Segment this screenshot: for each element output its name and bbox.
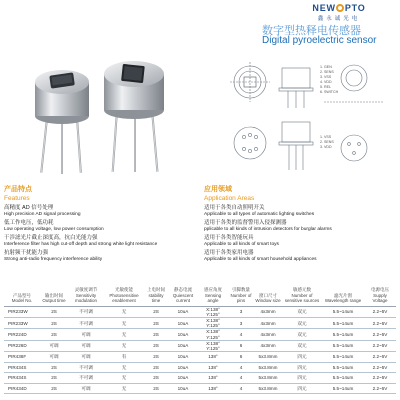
cell-sens: 不可调 <box>68 373 104 384</box>
areas-heading <box>204 184 254 202</box>
cell-cur: 10uA <box>168 329 198 340</box>
cell-src: 双元 <box>282 306 322 317</box>
cell-win: 4x3mm <box>254 306 282 317</box>
cell-wave: 5.5~14um <box>322 340 364 351</box>
pin-label: 3. VDD <box>320 145 332 149</box>
area-cn: 适用于各类的监督警用入侵探测器 <box>204 220 287 226</box>
area-en: Applicable to all types of automatic lighting switches <box>204 212 315 217</box>
cell-src: 四元 <box>282 362 322 373</box>
cell-wave: 5.5~14um <box>322 362 364 373</box>
column-header-cn: 输出时间 <box>45 292 63 298</box>
features-heading-cn: 产品特点 <box>4 186 32 193</box>
pin-label: 2. SENS <box>320 140 334 144</box>
column-header-cn: 感应角度 <box>204 287 222 292</box>
cell-volt: 2.2~5V <box>364 317 396 328</box>
area-en: pplicable to all kinds of intrusion detectors for burglar alarms <box>204 227 332 232</box>
cell-pins: 3 <box>228 317 254 328</box>
column-header <box>228 275 254 306</box>
list-item <box>4 235 204 250</box>
angle-value: X:138° <box>206 317 220 323</box>
column-header-en: Window size <box>255 298 281 303</box>
cell-sens: 可调 <box>68 329 104 340</box>
column-header-cn: 引脚数量 <box>232 287 250 292</box>
brand-logo <box>300 3 378 22</box>
list-item <box>204 220 396 235</box>
cell-out: 2S <box>40 317 68 328</box>
product-photo <box>10 30 210 175</box>
brand-name-cn: 鑫永诚光电 <box>317 16 361 22</box>
feature-cn: 低工作电压，低功耗 <box>4 220 54 226</box>
features-heading-en: Features <box>4 194 30 202</box>
cell-sens: 不可调 <box>68 362 104 373</box>
sensor-right <box>104 61 164 172</box>
column-header-cn: 静态电流 <box>174 287 192 292</box>
cell-photo: 无 <box>104 317 144 328</box>
cell-stab: 2S <box>144 373 168 384</box>
cell-photo: 无 <box>104 383 144 394</box>
cell-angle <box>198 373 228 384</box>
cell-sens: 可调 <box>68 352 104 363</box>
cell-volt: 2.2~5V <box>364 306 396 317</box>
cell-sens: 可调 <box>68 383 104 394</box>
list-item <box>4 205 204 220</box>
cell-angle <box>198 317 228 328</box>
sensor-left <box>35 70 89 174</box>
cell-stab: 2S <box>144 352 168 363</box>
column-header <box>282 275 322 306</box>
feature-en: Low operating voltage, low power consumption <box>4 227 104 232</box>
cell-pins: 4 <box>228 383 254 394</box>
cell-src: 四元 <box>282 383 322 394</box>
column-header-cn: 窗口尺寸 <box>259 292 277 298</box>
angle-value: X:138° <box>206 329 220 335</box>
spec-table-header <box>4 275 396 306</box>
list-item <box>204 235 396 250</box>
angle-value: 138° <box>208 375 218 381</box>
angle-value: 138° <box>208 364 218 370</box>
cell-src: 四元 <box>282 373 322 384</box>
cell-angle <box>198 352 228 363</box>
angle-value: Y:125° <box>206 311 220 317</box>
page-title-cn: 数字型热释电传感器 <box>262 25 361 37</box>
cell-win: 5x3.8mm <box>254 352 282 363</box>
feature-en: Strong anti-radio frequency interference ability <box>4 257 103 262</box>
column-header-en: Output time <box>42 298 66 303</box>
cell-volt: 2.2~5V <box>364 373 396 384</box>
area-cn: 适用于各类家用电器 <box>204 250 254 256</box>
column-header-cn: 滤光片窗 <box>334 292 352 298</box>
cell-stab: 2S <box>144 340 168 351</box>
column-header <box>322 275 364 306</box>
cell-wave: 5.5~14um <box>322 383 364 394</box>
angle-value: 138° <box>208 385 218 391</box>
cell-stab: 2S <box>144 317 168 328</box>
logo-o-icon <box>336 4 344 12</box>
angle-value: X:138° <box>206 340 220 346</box>
cell-pins: 4 <box>228 362 254 373</box>
cell-stab: 2S <box>144 306 168 317</box>
area-cn: 适用于各类智能玩具 <box>204 235 254 241</box>
column-header-en: Quiescent current <box>172 292 194 303</box>
cell-cur: 10uA <box>168 362 198 373</box>
table-row <box>4 362 396 373</box>
cell-win: 4x3mm <box>254 340 282 351</box>
cell-stab: 2S <box>144 383 168 394</box>
cell-win: 4x3mm <box>254 317 282 328</box>
cell-out: 2S <box>40 306 68 317</box>
cell-volt: 2.2~5V <box>364 352 396 363</box>
cell-model: PIR233W <box>4 306 40 317</box>
cell-out: 2S <box>40 373 68 384</box>
column-header-en: stability time <box>148 292 164 303</box>
column-header <box>198 275 228 306</box>
column-header-cn: 敏感元数 <box>293 287 311 292</box>
angle-value: Y:125° <box>206 323 220 329</box>
cell-pins: 4 <box>228 373 254 384</box>
column-header <box>364 275 396 306</box>
pin-label: 4. VDD <box>320 80 332 84</box>
cell-src: 双元 <box>282 329 322 340</box>
cell-photo: 无 <box>104 306 144 317</box>
cell-pins: 4 <box>228 329 254 340</box>
features-heading <box>4 184 32 202</box>
cell-cur: 10uA <box>168 317 198 328</box>
cell-src: 四元 <box>282 352 322 363</box>
column-header <box>40 275 68 306</box>
cell-model: PIR233W <box>4 317 40 328</box>
cell-wave: 5.5~14um <box>322 329 364 340</box>
cell-photo: 无 <box>104 329 144 340</box>
areas-heading-en: Application Areas <box>204 194 255 202</box>
cell-model: PIR434S <box>4 373 40 384</box>
cell-wave: 5.5~14um <box>322 373 364 384</box>
spec-table <box>4 275 396 394</box>
column-header-cn: 上电时间 <box>147 287 165 292</box>
areas-heading-cn: 应用领域 <box>204 186 232 193</box>
angle-value: Y:125° <box>206 334 220 340</box>
cell-cur: 10uA <box>168 383 198 394</box>
angle-value: X:138° <box>206 306 220 312</box>
cell-out: 可调 <box>40 340 68 351</box>
brand-name <box>300 3 378 13</box>
column-header-en: Photosensitive enablement <box>109 292 139 303</box>
cell-out: 2S <box>40 362 68 373</box>
column-header-en: Model No. <box>11 298 33 303</box>
cell-win: 4x3mm <box>254 329 282 340</box>
column-header <box>254 275 282 306</box>
list-item <box>204 205 396 220</box>
table-row <box>4 329 396 340</box>
column-header <box>104 275 144 306</box>
column-header-cn: 灵敏度调节 <box>74 287 98 292</box>
cell-model: PIR224D <box>4 329 40 340</box>
cell-model: PIR434S <box>4 362 40 373</box>
column-header-en: Number of sensitive sources <box>284 292 320 303</box>
table-row <box>4 383 396 394</box>
cell-sens: 可调 <box>68 340 104 351</box>
cell-pins: 6 <box>228 352 254 363</box>
brand-name-right: PTO <box>344 3 366 13</box>
area-cn: 适用于各类自动照明开关 <box>204 205 265 211</box>
cell-photo: 有 <box>104 352 144 363</box>
cell-angle <box>198 340 228 351</box>
cell-angle <box>198 362 228 373</box>
cell-wave: 5.5~14um <box>322 352 364 363</box>
list-item <box>204 250 396 265</box>
cell-sens: 不可调 <box>68 306 104 317</box>
pin-label: 1. VSS <box>320 135 332 139</box>
cell-photo: 无 <box>104 373 144 384</box>
cell-pins: 6 <box>228 340 254 351</box>
column-header-cn: 产品型号 <box>13 292 31 298</box>
column-header-en: Supply Voltage <box>372 292 388 303</box>
column-header-en: Sensing angle <box>204 292 222 303</box>
table-row <box>4 317 396 328</box>
pin-label: 2. SENS <box>320 70 334 74</box>
cell-pins: 3 <box>228 306 254 317</box>
column-header-en: Sensitivity modulation <box>74 292 97 303</box>
pin-label: 5. REL <box>320 85 331 89</box>
cell-angle <box>198 329 228 340</box>
feature-en: High precision AD signal processing <box>4 212 81 217</box>
cell-win: 5x3.8mm <box>254 373 282 384</box>
cell-wave: 5.5~14um <box>322 317 364 328</box>
cell-cur: 10uA <box>168 352 198 363</box>
angle-value: 138° <box>208 354 218 360</box>
column-header <box>4 275 40 306</box>
cell-cur: 10uA <box>168 340 198 351</box>
cell-angle <box>198 383 228 394</box>
cell-model: PIR226D <box>4 340 40 351</box>
cell-out: 2S <box>40 329 68 340</box>
cell-wave: 5.5~14um <box>322 306 364 317</box>
spec-table-body <box>4 306 396 394</box>
cell-src: 双元 <box>282 317 322 328</box>
column-header-cn: 电源电压 <box>371 287 389 292</box>
cell-sens: 不可调 <box>68 317 104 328</box>
column-header <box>68 275 104 306</box>
list-item <box>4 250 204 265</box>
pin-label: 6. SWITCH <box>320 90 339 94</box>
cell-src: 双元 <box>282 340 322 351</box>
cell-win: 5x3.8mm <box>254 362 282 373</box>
cell-model: PIR434D <box>4 383 40 394</box>
cell-volt: 2.2~5V <box>364 340 396 351</box>
column-header-en: Number of pins <box>230 292 252 303</box>
pin-label: 1. GEN <box>320 65 332 69</box>
cell-stab: 2S <box>144 362 168 373</box>
area-en: Applicable to all kinds of smart toys <box>204 242 279 247</box>
feature-en: Interference filter has high cut-off depth and strong white light resistance <box>4 242 158 247</box>
page-title-en: Digital pyroelectric sensor <box>262 35 377 46</box>
cell-photo: 无 <box>104 340 144 351</box>
table-row <box>4 352 396 363</box>
areas-list <box>204 205 396 265</box>
column-header-en: Wavelength range <box>324 298 362 303</box>
cell-stab: 2S <box>144 329 168 340</box>
column-header <box>144 275 168 306</box>
cell-volt: 2.2~5V <box>364 383 396 394</box>
brand-name-left: NEW <box>312 3 336 13</box>
table-row <box>4 306 396 317</box>
column-header-cn: 光敏使能 <box>115 287 133 292</box>
cell-angle <box>198 306 228 317</box>
feature-cn: 干涉滤光片截止深度高，抗白光能力强 <box>4 235 98 241</box>
cell-model: PIR436F <box>4 352 40 363</box>
list-item <box>4 220 204 235</box>
cell-out: 可调 <box>40 352 68 363</box>
cell-volt: 2.2~5V <box>364 329 396 340</box>
cell-cur: 10uA <box>168 373 198 384</box>
cell-photo: 无 <box>104 362 144 373</box>
column-header <box>168 275 198 306</box>
mechanical-drawing <box>228 56 396 182</box>
area-en: Applicable to all kinds of smart household appliances <box>204 257 317 262</box>
cell-win: 5x3.8mm <box>254 383 282 394</box>
pin-label: 3. VSS <box>320 75 332 79</box>
feature-cn: 抗射频干扰能力强 <box>4 250 49 256</box>
cell-volt: 2.2~5V <box>364 362 396 373</box>
table-row <box>4 340 396 351</box>
angle-value: Y:125° <box>206 345 220 351</box>
feature-cn: 高精度 AD 信号处理 <box>4 205 54 211</box>
cell-out: 2S <box>40 383 68 394</box>
table-row <box>4 373 396 384</box>
cell-cur: 10uA <box>168 306 198 317</box>
features-list <box>4 205 204 265</box>
